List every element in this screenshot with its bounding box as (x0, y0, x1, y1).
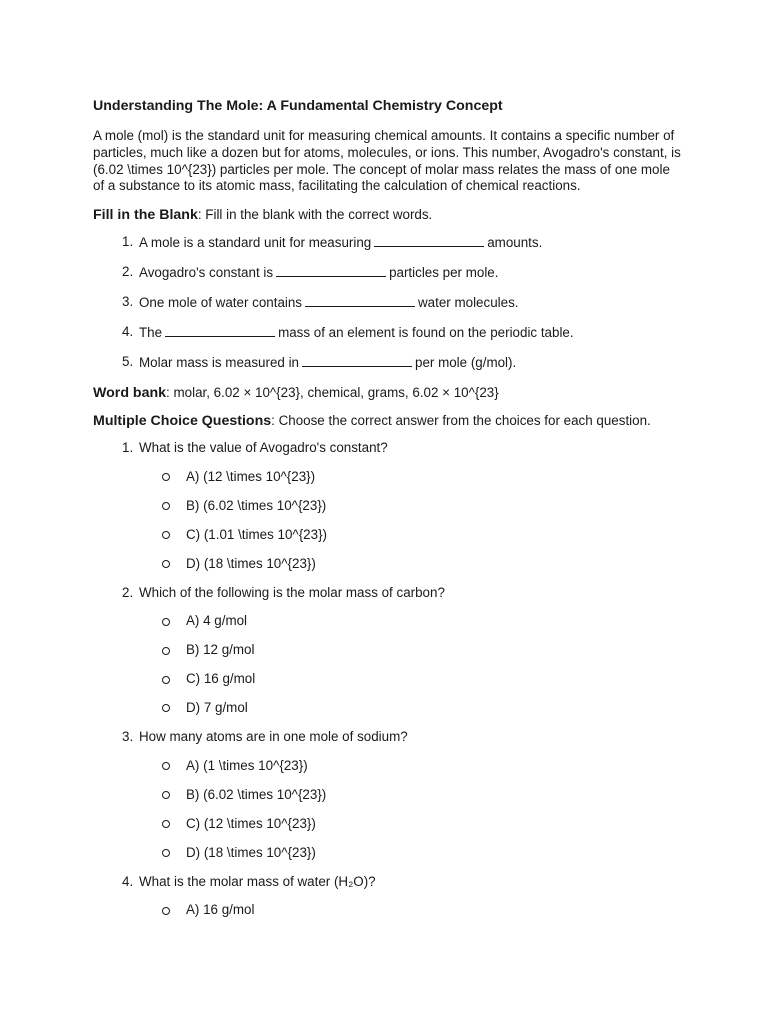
fill-blank-list (93, 234, 708, 372)
mcq-instruction: : Choose the correct answer from the choices for each question. (271, 413, 651, 429)
circle-bullet-icon (162, 849, 170, 857)
item-text-before: Molar mass is measured in (139, 355, 299, 371)
choice-text: B) 12 g/mol (186, 642, 255, 658)
choice-text: B) (6.02 \times 10^{23}) (186, 786, 327, 802)
answer-blank[interactable] (165, 324, 275, 337)
choice-option[interactable] (162, 613, 708, 630)
fill-blank-heading (93, 206, 708, 224)
choice-option[interactable] (162, 816, 708, 833)
word-bank-label: Word bank (93, 385, 167, 402)
circle-bullet-icon (162, 907, 170, 915)
question-number: 4. (122, 873, 134, 889)
question-item (122, 440, 708, 572)
item-text-before: The (139, 325, 163, 341)
question-number: 2. (122, 584, 134, 600)
fill-blank-item (122, 354, 708, 372)
item-text-after: per mole (g/mol). (415, 355, 517, 371)
choice-list (122, 613, 708, 717)
fill-blank-item (122, 264, 708, 282)
question-number: 1. (122, 440, 134, 456)
choice-option[interactable] (162, 787, 708, 804)
circle-bullet-icon (162, 704, 170, 712)
question-item (122, 729, 708, 861)
item-text-before: Avogadro's constant is (139, 265, 274, 281)
intro-paragraph: A mole (mol) is the standard unit for measuring chemical amounts. It contains a specific number of particles, much like a dozen but for atoms, molecules, or ions. This number, Avogadro's constant, is (6.02 \times 10^{23}) particles per mole. The concept of molar mass relates the mass of one mole of a substance to its atomic mass, facilitating the calculation of chemical reactions. (93, 128, 681, 194)
circle-bullet-icon (162, 473, 170, 481)
question-text: How many atoms are in one mole of sodium? (139, 729, 408, 745)
choice-option[interactable] (162, 556, 708, 573)
choice-text: B) (6.02 \times 10^{23}) (186, 497, 327, 513)
choice-text: D) (18 \times 10^{23}) (186, 844, 316, 860)
word-bank (93, 384, 708, 402)
circle-bullet-icon (162, 647, 170, 655)
fill-blank-instruction: : Fill in the blank with the correct words. (197, 207, 433, 223)
choice-option[interactable] (162, 642, 708, 659)
choice-option[interactable] (162, 498, 708, 515)
circle-bullet-icon (162, 560, 170, 568)
answer-blank[interactable] (305, 294, 415, 307)
question-number: 3. (122, 729, 134, 745)
item-text-after: particles per mole. (389, 265, 499, 281)
circle-bullet-icon (162, 531, 170, 539)
choice-option[interactable] (162, 671, 708, 688)
word-bank-text: : molar, 6.02 × 10^{23}, chemical, grams, 6.02 × 10^{23} (166, 385, 499, 401)
item-text-before: One mole of water contains (139, 295, 303, 311)
choice-text: C) (12 \times 10^{23}) (186, 815, 316, 831)
answer-blank[interactable] (276, 264, 386, 277)
choice-text: D) 7 g/mol (186, 700, 248, 716)
choice-option[interactable] (162, 469, 708, 486)
question-text: Which of the following is the molar mass of carbon? (139, 584, 445, 600)
choice-text: A) 4 g/mol (186, 613, 248, 629)
choice-text: D) (18 \times 10^{23}) (186, 555, 316, 571)
choice-list (122, 758, 708, 862)
fill-blank-item (122, 234, 708, 252)
choice-text: C) (1.01 \times 10^{23}) (186, 526, 328, 542)
question-text: What is the molar mass of water (H₂O)? (139, 873, 376, 889)
item-text-before: A mole is a standard unit for measuring (139, 235, 372, 251)
page-title: Understanding The Mole: A Fundamental Chemistry Concept (93, 98, 503, 114)
question-item (122, 585, 708, 717)
fill-blank-label: Fill in the Blank (93, 207, 198, 224)
item-text-after: water molecules. (418, 295, 519, 311)
fill-blank-item (122, 294, 708, 312)
question-item (122, 874, 708, 919)
choice-text: A) (12 \times 10^{23}) (186, 468, 316, 484)
mcq-label: Multiple Choice Questions (93, 413, 272, 430)
answer-blank[interactable] (374, 234, 484, 247)
choice-list (122, 469, 708, 573)
circle-bullet-icon (162, 618, 170, 626)
item-number: 2. (122, 264, 134, 280)
circle-bullet-icon (162, 820, 170, 828)
circle-bullet-icon (162, 762, 170, 770)
choice-text: C) 16 g/mol (186, 671, 256, 687)
item-number: 3. (122, 294, 134, 310)
circle-bullet-icon (162, 791, 170, 799)
choice-option[interactable] (162, 700, 708, 717)
item-text-after: amounts. (487, 235, 543, 251)
item-number: 4. (122, 324, 134, 340)
fill-blank-item (122, 324, 708, 342)
choice-text: A) (1 \times 10^{23}) (186, 757, 308, 773)
choice-option[interactable] (162, 845, 708, 862)
item-number: 1. (122, 234, 134, 250)
circle-bullet-icon (162, 502, 170, 510)
choice-option[interactable] (162, 758, 708, 775)
mcq-list (93, 440, 708, 919)
choice-option[interactable] (162, 527, 708, 544)
item-text-after: mass of an element is found on the periodic table. (278, 325, 574, 341)
question-text: What is the value of Avogadro's constant? (139, 440, 388, 456)
circle-bullet-icon (162, 676, 170, 684)
choice-text: A) 16 g/mol (186, 902, 255, 918)
item-number: 5. (122, 354, 134, 370)
answer-blank[interactable] (302, 354, 412, 367)
mcq-heading (93, 412, 708, 430)
choice-option[interactable] (162, 902, 708, 919)
choice-list (122, 902, 708, 919)
